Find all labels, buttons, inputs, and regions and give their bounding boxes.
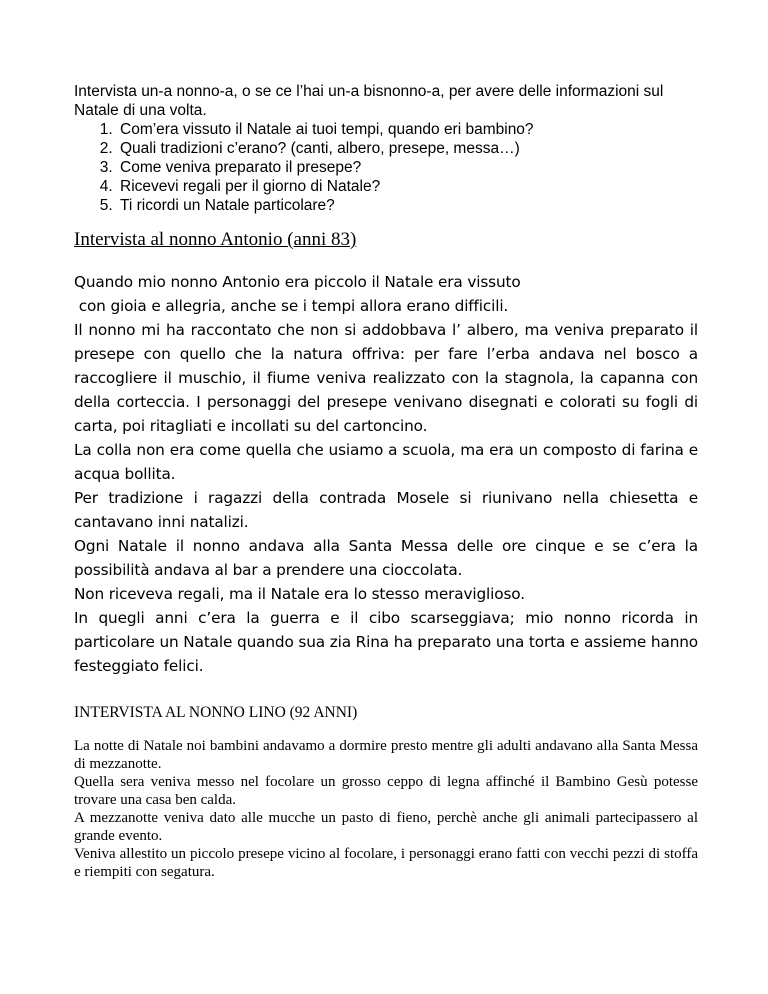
- lino-heading: INTERVISTA AL NONNO LINO (92 ANNI): [74, 704, 358, 721]
- antonio-paragraph: Non riceveva regali, ma il Natale era lo stesso meraviglioso.: [74, 585, 525, 603]
- question-item: 2. Quali tradizioni c’erano? (canti, albero, presepe, messa…): [117, 139, 698, 158]
- lino-paragraph: La notte di Natale noi bambini andavamo a dormire presto mentre gli adulti andavano alla Santa Messa di mezzanotte.: [74, 738, 698, 772]
- lino-paragraph: A mezzanotte veniva dato alle mucche un pasto di fieno, perchè anche gli animali partecipassero al grande evento.: [74, 810, 698, 844]
- antonio-paragraph: Ogni Natale il nonno andava alla Santa Messa delle ore cinque e se c’era la possibilità andava al bar a prendere una cioccolata.: [74, 537, 698, 579]
- intro-text: Intervista un-a nonno-a, o se ce l’hai un-a bisnonno-a, per avere delle informazioni sul Natale di una volta.: [74, 83, 664, 119]
- question-list: [74, 120, 698, 215]
- intro-section: [74, 82, 698, 215]
- antonio-paragraph: In quegli anni c’era la guerra e il cibo scarseggiava; mio nonno ricorda in particolare un Natale quando sua zia Rina ha preparato una torta e assieme hanno festeggiato felici.: [74, 609, 698, 675]
- question-item: 3. Come veniva preparato il presepe?: [117, 158, 698, 177]
- document-page: [74, 82, 698, 881]
- antonio-paragraph: Per tradizione i ragazzi della contrada Mosele si riunivano nella chiesetta e cantavano inni natalizi.: [74, 489, 698, 531]
- antonio-paragraph: La colla non era come quella che usiamo a scuola, ma era un composto di farina e acqua bollita.: [74, 441, 698, 483]
- antonio-heading: Intervista al nonno Antonio (anni 83): [74, 229, 357, 250]
- lino-interview: [74, 737, 698, 881]
- antonio-paragraph: Il nonno mi ha raccontato che non si addobbava l’ albero, ma veniva preparato il presepe con quello che la natura offriva: per fare l’erba andava nel bosco a raccogliere il muschio, il fiume veniva realizzato con la stagnola, la capanna con della corteccia. I personaggi del presepe venivano disegnati e colorati su fogli di carta, poi ritagliati e incollati su del cartoncino.: [74, 321, 698, 435]
- question-item: 1. Com’era vissuto il Natale ai tuoi tempi, quando eri bambino?: [117, 120, 698, 139]
- antonio-paragraph: Quando mio nonno Antonio era piccolo il Natale era vissuto: [74, 273, 521, 291]
- antonio-paragraph: con gioia e allegria, anche se i tempi allora erano difficili.: [74, 297, 509, 315]
- antonio-interview: [74, 270, 698, 678]
- question-item: 5. Ti ricordi un Natale particolare?: [117, 196, 698, 215]
- lino-paragraph: Quella sera veniva messo nel focolare un grosso ceppo di legna affinché il Bambino Gesù potesse trovare una casa ben calda.: [74, 774, 698, 808]
- question-item: 4. Ricevevi regali per il giorno di Natale?: [117, 177, 698, 196]
- lino-paragraph: Veniva allestito un piccolo presepe vicino al focolare, i personaggi erano fatti con vecchi pezzi di stoffa e riempiti con segatura.: [74, 846, 698, 880]
